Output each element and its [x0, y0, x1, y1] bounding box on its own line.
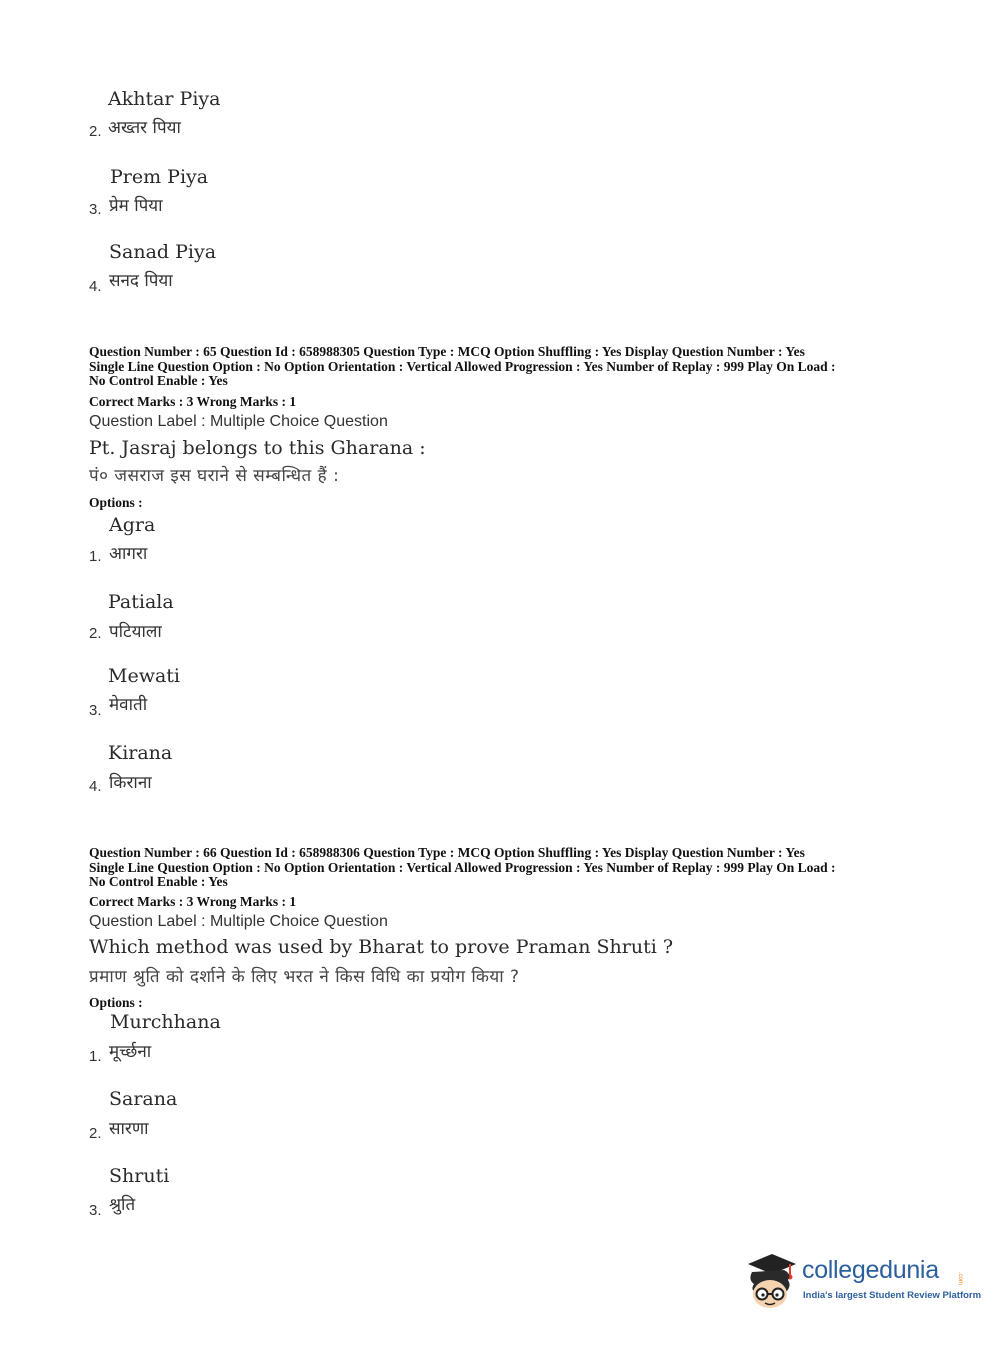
options-heading: Options : [89, 495, 143, 510]
option-english: Kirana [108, 742, 173, 764]
graduate-cartoon-icon [742, 1250, 800, 1312]
meta-line: No Control Enable : Yes [89, 373, 228, 389]
option-hindi: प्रेम पिया [109, 196, 163, 216]
collegedunia-logo[interactable] [742, 1250, 982, 1312]
question-label: Question Label : Multiple Choice Question [89, 913, 388, 930]
option-number: 4. [89, 778, 102, 795]
meta-line: Single Line Question Option : No Option Orientation : Vertical Allowed Progression : Yes Number of Replay : 999 Play On Load : [89, 859, 836, 875]
logo-wordmark: collegedunia [802, 1256, 939, 1284]
question-label: Question Label : Multiple Choice Question [89, 413, 388, 430]
option-english: Agra [109, 514, 156, 536]
option-english: Murchhana [110, 1011, 221, 1033]
options-heading: Options : [89, 995, 143, 1010]
option-number: 2. [89, 625, 102, 642]
question-meta [89, 345, 919, 389]
option-hindi: श्रुति [109, 1195, 136, 1215]
meta-line: Question Number : 65 Question Id : 658988305 Question Type : MCQ Option Shuffling : Yes Display Question Number : Yes [89, 344, 805, 359]
option-number: 1. [89, 1048, 102, 1065]
option-number: 3. [89, 1202, 102, 1219]
logo-tagline: India's largest Student Review Platform [803, 1290, 982, 1301]
option-english: Shruti [109, 1165, 170, 1187]
meta-line: No Control Enable : Yes [89, 874, 228, 890]
option-hindi: मूर्च्छना [109, 1042, 152, 1062]
question-marks: Correct Marks : 3 Wrong Marks : 1 [89, 394, 297, 409]
meta-line: Single Line Question Option : No Option Orientation : Vertical Allowed Progression : Yes Number of Replay : 999 Play On Load : [89, 358, 836, 374]
option-hindi: सनद पिया [109, 271, 173, 291]
option-hindi: सारणा [109, 1119, 149, 1139]
option-number: 4. [89, 278, 102, 295]
option-english: Sarana [109, 1088, 178, 1110]
option-number: 3. [89, 702, 102, 719]
option-hindi: पटियाला [109, 622, 162, 642]
option-hindi: किराना [109, 773, 152, 793]
question-text-hindi: प्रमाण श्रुति को दर्शाने के लिए भरत ने किस विधि का प्रयोग किया ? [89, 967, 520, 987]
meta-line: Question Number : 66 Question Id : 658988306 Question Type : MCQ Option Shuffling : Yes Display Question Number : Yes [89, 845, 805, 860]
question-meta [89, 846, 919, 890]
option-english: Prem Piya [110, 166, 209, 188]
option-english: Mewati [108, 665, 181, 687]
option-number: 2. [89, 123, 102, 140]
option-number: 2. [89, 1125, 102, 1142]
option-english: Sanad Piya [109, 241, 217, 263]
option-hindi: अख्तर पिया [108, 118, 181, 138]
option-number: 1. [89, 548, 102, 565]
option-hindi: मेवाती [109, 695, 148, 715]
question-text-english: Which method was used by Bharat to prove Praman Shruti ? [89, 936, 674, 958]
question-text-hindi: पं० जसराज इस घराने से सम्बन्धित हैं : [89, 466, 340, 486]
option-english: Akhtar Piya [108, 88, 221, 110]
option-number: 3. [89, 201, 102, 218]
option-hindi: आगरा [109, 544, 148, 564]
option-english: Patiala [108, 591, 174, 613]
question-text-english: Pt. Jasraj belongs to this Gharana : [89, 437, 426, 459]
question-marks: Correct Marks : 3 Wrong Marks : 1 [89, 894, 297, 909]
logo-suffix: .com [957, 1272, 963, 1286]
